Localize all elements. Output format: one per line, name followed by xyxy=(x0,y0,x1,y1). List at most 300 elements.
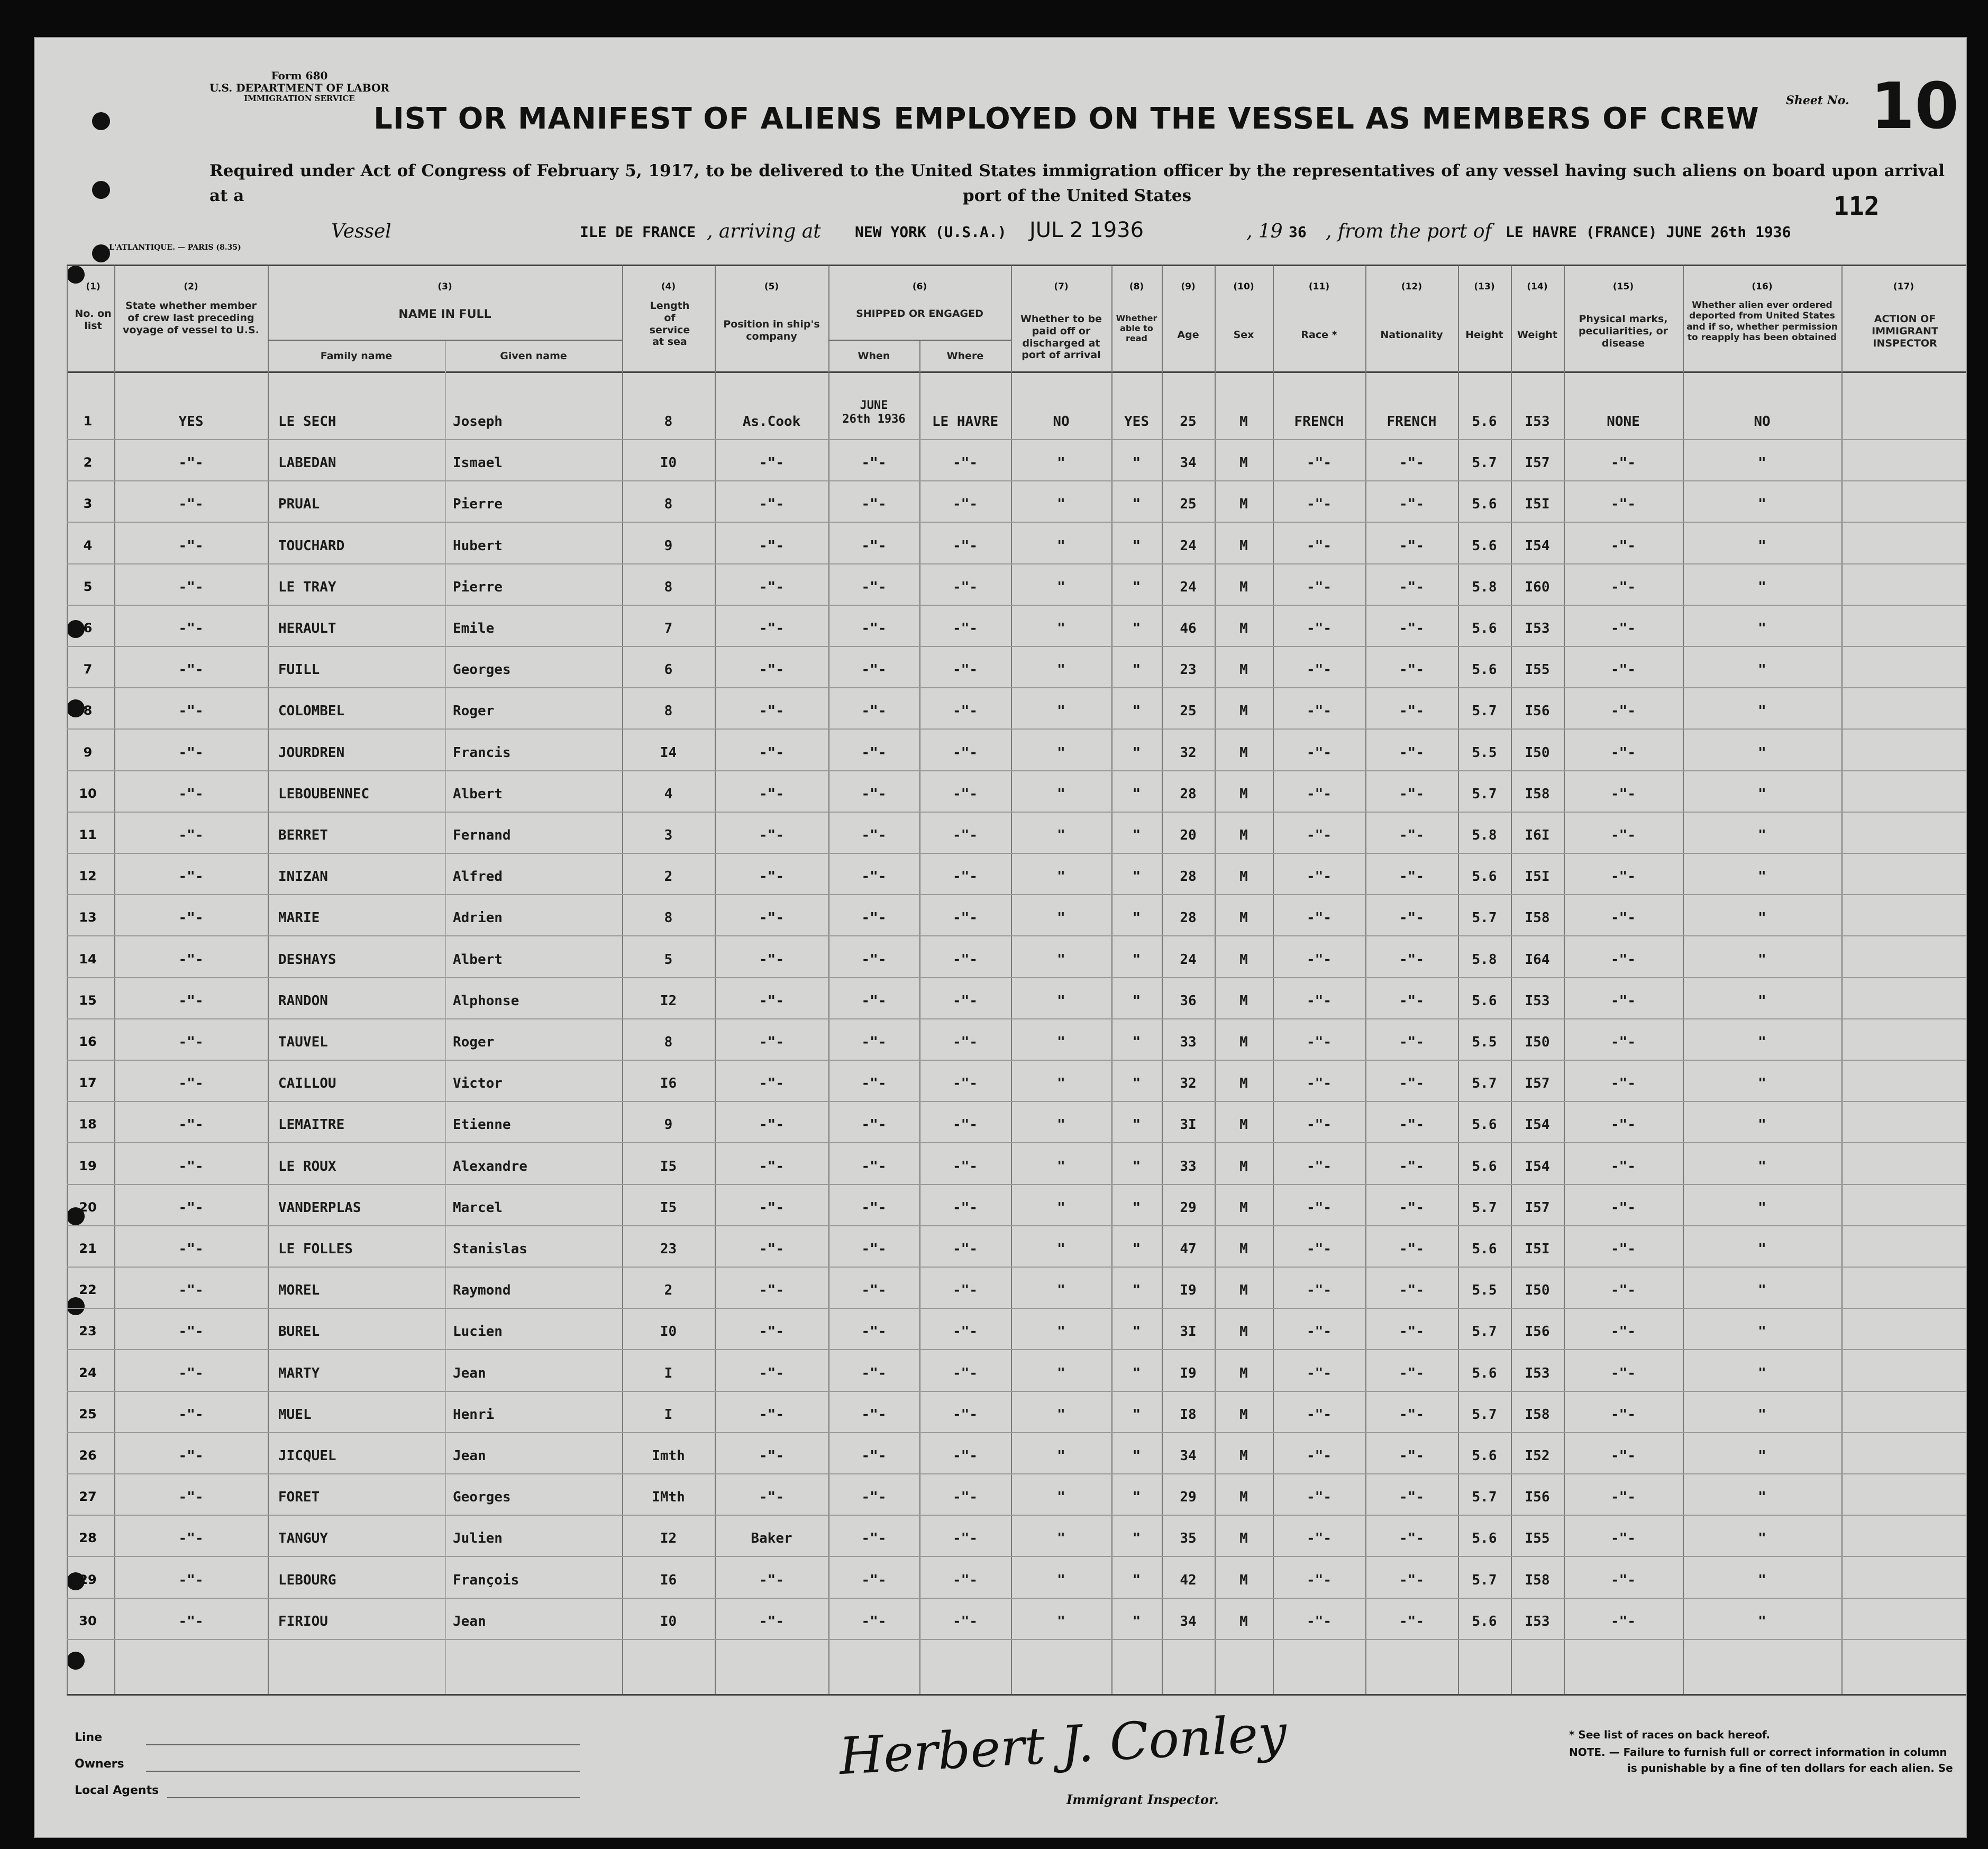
service-length-cell: Imth xyxy=(652,1448,685,1464)
race-cell: -"- xyxy=(1307,662,1332,678)
row-number: 3 xyxy=(83,496,93,512)
prev-voyage-cell: -"- xyxy=(178,869,204,885)
shipped-when-cell: -"- xyxy=(861,1365,887,1381)
shipped-where-cell: -"- xyxy=(953,579,978,595)
shipped-month: JUNE xyxy=(860,399,888,412)
prev-voyage-cell: -"- xyxy=(178,455,204,471)
weight-cell: I58 xyxy=(1525,1572,1550,1588)
position-cell: -"- xyxy=(759,827,784,843)
prev-voyage-cell: -"- xyxy=(178,1282,204,1299)
table-row xyxy=(35,1531,1966,1556)
column-rule xyxy=(1966,266,1967,1694)
family-name-cell: LE SECH xyxy=(278,414,336,430)
shipped-where-cell: -"- xyxy=(953,1282,978,1299)
subtitle-line-2: port of the United States xyxy=(962,186,1192,205)
shipped-when-cell: -"- xyxy=(861,662,887,678)
weight-cell: I56 xyxy=(1525,703,1550,719)
position-cell: -"- xyxy=(759,1076,784,1092)
year-value: 36 xyxy=(1289,223,1307,241)
row-number: 4 xyxy=(83,538,93,553)
height-cell: 5.6 xyxy=(1472,414,1497,430)
row-number: 1 xyxy=(83,414,93,429)
able-to-read-cell: " xyxy=(1132,1117,1141,1133)
position-cell: -"- xyxy=(759,1241,784,1257)
weight-cell: I6I xyxy=(1525,827,1550,843)
service-length-cell: I xyxy=(664,1406,673,1423)
row-rule xyxy=(67,480,1966,481)
col6-divider xyxy=(828,340,1011,341)
height-cell: 5.8 xyxy=(1472,579,1497,595)
sex-cell: M xyxy=(1239,414,1248,430)
table-row xyxy=(35,621,1966,646)
service-length-cell: 9 xyxy=(664,538,673,554)
race-cell: -"- xyxy=(1307,744,1332,761)
row-rule xyxy=(67,1060,1966,1061)
sex-cell: M xyxy=(1239,786,1248,802)
prev-voyage-cell: -"- xyxy=(178,579,204,595)
shipped-when-cell: -"- xyxy=(861,1489,887,1506)
subtitle-line-1: Required under Act of Congress of February 5, 1917, to be delivered to the United States immigration officer by the representatives of any vessel having such aliens on board upon arrival at a xyxy=(209,161,1945,205)
physical-marks-cell: -"- xyxy=(1611,1489,1636,1506)
position-cell: -"- xyxy=(759,951,784,968)
race-cell: -"- xyxy=(1307,1158,1332,1174)
deported-cell: " xyxy=(1758,951,1766,968)
deported-cell: " xyxy=(1758,1117,1766,1133)
shipped-when-cell: -"- xyxy=(861,1531,887,1547)
physical-marks-cell: -"- xyxy=(1611,455,1636,471)
row-rule xyxy=(67,563,1966,564)
physical-marks-cell: -"- xyxy=(1611,538,1636,554)
age-cell: 33 xyxy=(1180,1158,1197,1174)
paid-off-cell: " xyxy=(1057,1365,1065,1381)
deported-cell: " xyxy=(1758,827,1766,843)
given-name-cell: Marcel xyxy=(453,1199,503,1216)
table-row xyxy=(35,1572,1966,1598)
nationality-cell: -"- xyxy=(1399,1572,1424,1588)
weight-cell: I53 xyxy=(1525,621,1550,636)
position-cell: -"- xyxy=(759,621,784,636)
weight-cell: I64 xyxy=(1525,951,1550,968)
position-cell: -"- xyxy=(759,1282,784,1299)
row-rule xyxy=(67,1018,1966,1019)
paid-off-cell: " xyxy=(1057,1489,1065,1506)
given-name-cell: Fernand xyxy=(453,827,511,843)
nationality-cell: -"- xyxy=(1399,496,1424,513)
service-length-cell: I2 xyxy=(660,992,677,1009)
paid-off-cell: " xyxy=(1057,1199,1065,1216)
nationality-cell: -"- xyxy=(1399,1117,1424,1133)
table-row xyxy=(35,1159,1966,1184)
col12-header: Nationality xyxy=(1380,329,1443,341)
sex-cell: M xyxy=(1239,1613,1248,1629)
race-cell: -"- xyxy=(1307,1076,1332,1092)
height-cell: 5.7 xyxy=(1472,1572,1497,1588)
age-cell: 32 xyxy=(1180,744,1197,761)
height-cell: 5.5 xyxy=(1472,1282,1497,1299)
able-to-read-cell: " xyxy=(1132,1531,1141,1547)
from-label: , from the port of xyxy=(1326,221,1492,242)
race-cell: -"- xyxy=(1307,1117,1332,1133)
position-cell: -"- xyxy=(759,1324,784,1340)
col15-number: (15) xyxy=(1612,281,1634,292)
height-cell: 5.7 xyxy=(1472,1324,1497,1340)
prev-voyage-cell: YES xyxy=(178,414,204,430)
paid-off-cell: " xyxy=(1057,1158,1065,1174)
row-rule xyxy=(67,728,1966,730)
age-cell: I9 xyxy=(1180,1365,1197,1381)
line-label: Line xyxy=(75,1731,103,1744)
col6-number: (6) xyxy=(912,281,927,292)
col2-number: (2) xyxy=(184,281,198,292)
height-cell: 5.7 xyxy=(1472,1199,1497,1216)
punch-hole xyxy=(67,266,85,284)
shipped-where-cell: -"- xyxy=(953,1199,978,1216)
weight-cell: I56 xyxy=(1525,1324,1550,1340)
position-cell: -"- xyxy=(759,910,784,926)
able-to-read-cell: " xyxy=(1132,496,1141,513)
punch-hole xyxy=(92,112,110,130)
height-cell: 5.6 xyxy=(1472,1158,1497,1174)
col16-number: (16) xyxy=(1752,281,1773,292)
table-row xyxy=(35,455,1966,480)
age-cell: 34 xyxy=(1180,1613,1197,1629)
family-name-cell: LE TRAY xyxy=(278,579,336,595)
shipped-where-cell: -"- xyxy=(953,1613,978,1629)
table-row xyxy=(35,869,1966,894)
table-bottom-rule xyxy=(67,1694,1966,1696)
prev-voyage-cell: -"- xyxy=(178,1117,204,1133)
nationality-cell: -"- xyxy=(1399,1076,1424,1092)
age-cell: 34 xyxy=(1180,1448,1197,1464)
able-to-read-cell: YES xyxy=(1124,414,1149,430)
nationality-cell: -"- xyxy=(1399,1406,1424,1423)
height-cell: 5.6 xyxy=(1472,1531,1497,1547)
department: U.S. DEPARTMENT OF LABOR xyxy=(209,81,390,94)
manifest-sheet xyxy=(34,37,1967,1838)
height-cell: 5.5 xyxy=(1472,1034,1497,1050)
col5-header: Position in ship's company xyxy=(723,318,820,342)
able-to-read-cell: " xyxy=(1132,662,1141,678)
family-name-cell: RANDON xyxy=(278,992,328,1009)
position-cell: -"- xyxy=(759,786,784,802)
table-row xyxy=(35,662,1966,687)
punch-hole xyxy=(92,181,110,199)
height-cell: 5.6 xyxy=(1472,992,1497,1009)
prev-voyage-cell: -"- xyxy=(178,1448,204,1464)
sex-cell: M xyxy=(1239,1448,1248,1464)
weight-cell: I57 xyxy=(1525,455,1550,471)
physical-marks-cell: -"- xyxy=(1611,1034,1636,1050)
row-number: 19 xyxy=(79,1158,97,1173)
penalty-note-cont: is punishable by a fine of ten dollars for each alien. Se xyxy=(1627,1762,1953,1774)
row-number: 17 xyxy=(79,1076,97,1091)
race-cell: -"- xyxy=(1307,1241,1332,1257)
shipped-when-cell: -"- xyxy=(861,1324,887,1340)
row-number: 27 xyxy=(79,1489,97,1505)
owners-rule xyxy=(146,1771,580,1772)
position-cell: -"- xyxy=(759,1489,784,1506)
physical-marks-cell: -"- xyxy=(1611,910,1636,926)
deported-cell: " xyxy=(1758,1448,1766,1464)
voyage-line xyxy=(331,218,1945,247)
sex-cell: M xyxy=(1239,703,1248,719)
local-agents-label: Local Agents xyxy=(75,1784,159,1797)
signature-text: Herbert J. Conley xyxy=(837,1703,1288,1787)
position-cell: -"- xyxy=(759,869,784,885)
shipped-when-cell: -"- xyxy=(861,827,887,843)
race-cell: -"- xyxy=(1307,1199,1332,1216)
punch-hole xyxy=(92,244,110,262)
sex-cell: M xyxy=(1239,869,1248,885)
row-number: 15 xyxy=(79,992,97,1008)
age-cell: 28 xyxy=(1180,869,1197,885)
nationality-cell: -"- xyxy=(1399,1613,1424,1629)
shipped-when-cell: -"- xyxy=(861,869,887,885)
row-rule xyxy=(67,1515,1966,1516)
service-length-cell: 2 xyxy=(664,869,673,885)
arrival-date: JUL 2 1936 xyxy=(1029,218,1144,242)
shipped-where-cell: -"- xyxy=(953,1324,978,1340)
deported-cell: " xyxy=(1758,662,1766,678)
service-length-cell: 8 xyxy=(664,703,673,719)
shipped-when-cell: -"- xyxy=(861,621,887,636)
paid-off-cell: " xyxy=(1057,621,1065,636)
nationality-cell: -"- xyxy=(1399,786,1424,802)
able-to-read-cell: " xyxy=(1132,579,1141,595)
age-cell: 25 xyxy=(1180,703,1197,719)
paid-off-cell: " xyxy=(1057,1034,1065,1050)
col13-header: Height xyxy=(1465,329,1503,341)
able-to-read-cell: " xyxy=(1132,455,1141,471)
age-cell: 46 xyxy=(1180,621,1197,636)
deported-cell: " xyxy=(1758,992,1766,1009)
paid-off-cell: " xyxy=(1057,538,1065,554)
race-cell: -"- xyxy=(1307,910,1332,926)
row-rule xyxy=(67,1556,1966,1557)
paid-off-cell: " xyxy=(1057,1324,1065,1340)
race-cell: -"- xyxy=(1307,703,1332,719)
height-cell: 5.7 xyxy=(1472,1406,1497,1423)
service-length-cell: 6 xyxy=(664,662,673,678)
paid-off-cell: " xyxy=(1057,662,1065,678)
service-length-cell: I6 xyxy=(660,1076,677,1092)
row-rule xyxy=(67,812,1966,813)
race-cell: -"- xyxy=(1307,496,1332,513)
nationality-cell: -"- xyxy=(1399,992,1424,1009)
prev-voyage-cell: -"- xyxy=(178,538,204,554)
family-name-cell: LABEDAN xyxy=(278,455,336,471)
family-name-cell: MOREL xyxy=(278,1282,320,1299)
physical-marks-cell: -"- xyxy=(1611,1199,1636,1216)
agents-rule xyxy=(167,1797,580,1798)
paid-off-cell: " xyxy=(1057,1117,1065,1133)
age-cell: 47 xyxy=(1180,1241,1197,1257)
service-length-cell: 2 xyxy=(664,1282,673,1299)
shipped-when-cell: -"- xyxy=(861,744,887,761)
race-cell: -"- xyxy=(1307,621,1332,636)
given-name-cell: Alphonse xyxy=(453,992,519,1009)
vessel-label: Vessel xyxy=(331,221,391,242)
given-name-cell: Alexandre xyxy=(453,1158,527,1174)
table-row xyxy=(35,496,1966,522)
service-length-cell: 3 xyxy=(664,827,673,843)
age-cell: 3I xyxy=(1180,1324,1197,1340)
service-length-cell: 8 xyxy=(664,496,673,513)
shipped-when-cell: -"- xyxy=(861,1613,887,1629)
table-row xyxy=(35,1241,1966,1267)
table-row xyxy=(35,1614,1966,1639)
row-rule xyxy=(67,1432,1966,1433)
able-to-read-cell: " xyxy=(1132,992,1141,1009)
weight-cell: I5I xyxy=(1525,496,1550,513)
nationality-cell: -"- xyxy=(1399,1365,1424,1381)
row-rule xyxy=(67,439,1966,440)
service-length-cell: I2 xyxy=(660,1531,677,1547)
row-number: 6 xyxy=(83,621,93,635)
physical-marks-cell: -"- xyxy=(1611,579,1636,595)
row-number: 29 xyxy=(79,1572,97,1587)
col17-number: (17) xyxy=(1893,281,1914,292)
row-number: 14 xyxy=(79,951,97,967)
nationality-cell: -"- xyxy=(1399,621,1424,636)
col2-header: State whether member of crew last preceding voyage of vessel to U.S. xyxy=(123,300,259,336)
sex-cell: M xyxy=(1239,538,1248,554)
col3-divider xyxy=(268,340,622,341)
given-name-cell: Julien xyxy=(453,1531,503,1547)
col14-header: Weight xyxy=(1517,329,1557,341)
nationality-cell: -"- xyxy=(1399,538,1424,554)
able-to-read-cell: " xyxy=(1132,703,1141,719)
deported-cell: " xyxy=(1758,455,1766,471)
able-to-read-cell: " xyxy=(1132,1365,1141,1381)
arrival-port: NEW YORK (U.S.A.) xyxy=(855,223,1007,241)
service-length-cell: 4 xyxy=(664,786,673,802)
table-row xyxy=(35,1076,1966,1101)
row-rule xyxy=(67,1101,1966,1102)
race-cell: -"- xyxy=(1307,1324,1332,1340)
able-to-read-cell: " xyxy=(1132,1489,1141,1506)
given-name-cell: Raymond xyxy=(453,1282,511,1299)
col10-number: (10) xyxy=(1233,281,1254,292)
col4-header: Length of service at sea xyxy=(649,300,690,348)
family-name-cell: JOURDREN xyxy=(278,744,345,761)
position-cell: As.Cook xyxy=(742,414,801,430)
sex-cell: M xyxy=(1239,1406,1248,1423)
col3a-header: Family name xyxy=(320,350,393,362)
row-rule xyxy=(67,1267,1966,1268)
row-rule xyxy=(67,853,1966,854)
prev-voyage-cell: -"- xyxy=(178,1241,204,1257)
weight-cell: I50 xyxy=(1525,1034,1550,1050)
service-length-cell: I5 xyxy=(660,1199,677,1216)
able-to-read-cell: " xyxy=(1132,1034,1141,1050)
family-name-cell: INIZAN xyxy=(278,869,328,885)
given-name-cell: Lucien xyxy=(453,1324,503,1340)
able-to-read-cell: " xyxy=(1132,744,1141,761)
prev-voyage-cell: -"- xyxy=(178,1034,204,1050)
row-number: 11 xyxy=(79,827,97,842)
sex-cell: M xyxy=(1239,1034,1248,1050)
service-length-cell: I4 xyxy=(660,744,677,761)
shipped-where-cell: -"- xyxy=(953,1117,978,1133)
prev-voyage-cell: -"- xyxy=(178,703,204,719)
vessel-name: ILE DE FRANCE xyxy=(580,223,696,241)
shipped-where-cell: -"- xyxy=(953,1241,978,1257)
sex-cell: M xyxy=(1239,1282,1248,1299)
deported-cell: " xyxy=(1758,910,1766,926)
row-number: 12 xyxy=(79,869,97,884)
family-name-cell: TAUVEL xyxy=(278,1034,328,1050)
shipped-when-cell: -"- xyxy=(861,910,887,926)
family-name-cell: LEMAITRE xyxy=(278,1117,345,1133)
weight-cell: I53 xyxy=(1525,1613,1550,1629)
age-cell: 29 xyxy=(1180,1489,1197,1506)
prev-voyage-cell: -"- xyxy=(178,1365,204,1381)
service-length-cell: I xyxy=(664,1365,673,1381)
age-cell: I8 xyxy=(1180,1406,1197,1423)
able-to-read-cell: " xyxy=(1132,1448,1141,1464)
deported-cell: " xyxy=(1758,744,1766,761)
weight-cell: I54 xyxy=(1525,1117,1550,1133)
deported-cell: " xyxy=(1758,1531,1766,1547)
able-to-read-cell: " xyxy=(1132,1282,1141,1299)
col6b-header: Where xyxy=(946,350,984,362)
paid-off-cell: NO xyxy=(1053,414,1070,430)
col8-header: Whether able to read xyxy=(1116,313,1157,344)
given-name-cell: Joseph xyxy=(453,414,503,430)
row-number: 7 xyxy=(83,662,93,677)
given-name-cell: Ismael xyxy=(453,455,503,471)
row-rule xyxy=(67,687,1966,688)
physical-marks-cell: -"- xyxy=(1611,951,1636,968)
family-name-cell: LE ROUX xyxy=(278,1158,336,1174)
col3-number: (3) xyxy=(437,281,452,292)
physical-marks-cell: -"- xyxy=(1611,1448,1636,1464)
prev-voyage-cell: -"- xyxy=(178,1489,204,1506)
physical-marks-cell: -"- xyxy=(1611,703,1636,719)
family-name-cell: LE FOLLES xyxy=(278,1241,353,1257)
row-number: 20 xyxy=(79,1199,97,1215)
service-length-cell: 8 xyxy=(664,414,673,430)
able-to-read-cell: " xyxy=(1132,1406,1141,1423)
race-cell: -"- xyxy=(1307,992,1332,1009)
height-cell: 5.8 xyxy=(1472,827,1497,843)
sex-cell: M xyxy=(1239,992,1248,1009)
physical-marks-cell: -"- xyxy=(1611,662,1636,678)
service-length-cell: IMth xyxy=(652,1489,685,1506)
table-row xyxy=(35,952,1966,977)
race-cell: -"- xyxy=(1307,538,1332,554)
sex-cell: M xyxy=(1239,455,1248,471)
physical-marks-cell: -"- xyxy=(1611,1076,1636,1092)
header-bottom-rule xyxy=(67,371,1966,373)
shipped-where-cell: -"- xyxy=(953,662,978,678)
service-length-cell: 7 xyxy=(664,621,673,636)
row-number: 25 xyxy=(79,1406,97,1422)
row-number: 18 xyxy=(79,1117,97,1132)
race-cell: -"- xyxy=(1307,951,1332,968)
service-length-cell: 8 xyxy=(664,579,673,595)
nationality-cell: -"- xyxy=(1399,744,1424,761)
shipped-when-cell: -"- xyxy=(861,1572,887,1588)
table-row xyxy=(35,1117,1966,1142)
sex-cell: M xyxy=(1239,910,1248,926)
sex-cell: M xyxy=(1239,1158,1248,1174)
paid-off-cell: " xyxy=(1057,496,1065,513)
age-cell: 36 xyxy=(1180,992,1197,1009)
position-cell: -"- xyxy=(759,455,784,471)
shipped-when-cell: -"- xyxy=(861,455,887,471)
